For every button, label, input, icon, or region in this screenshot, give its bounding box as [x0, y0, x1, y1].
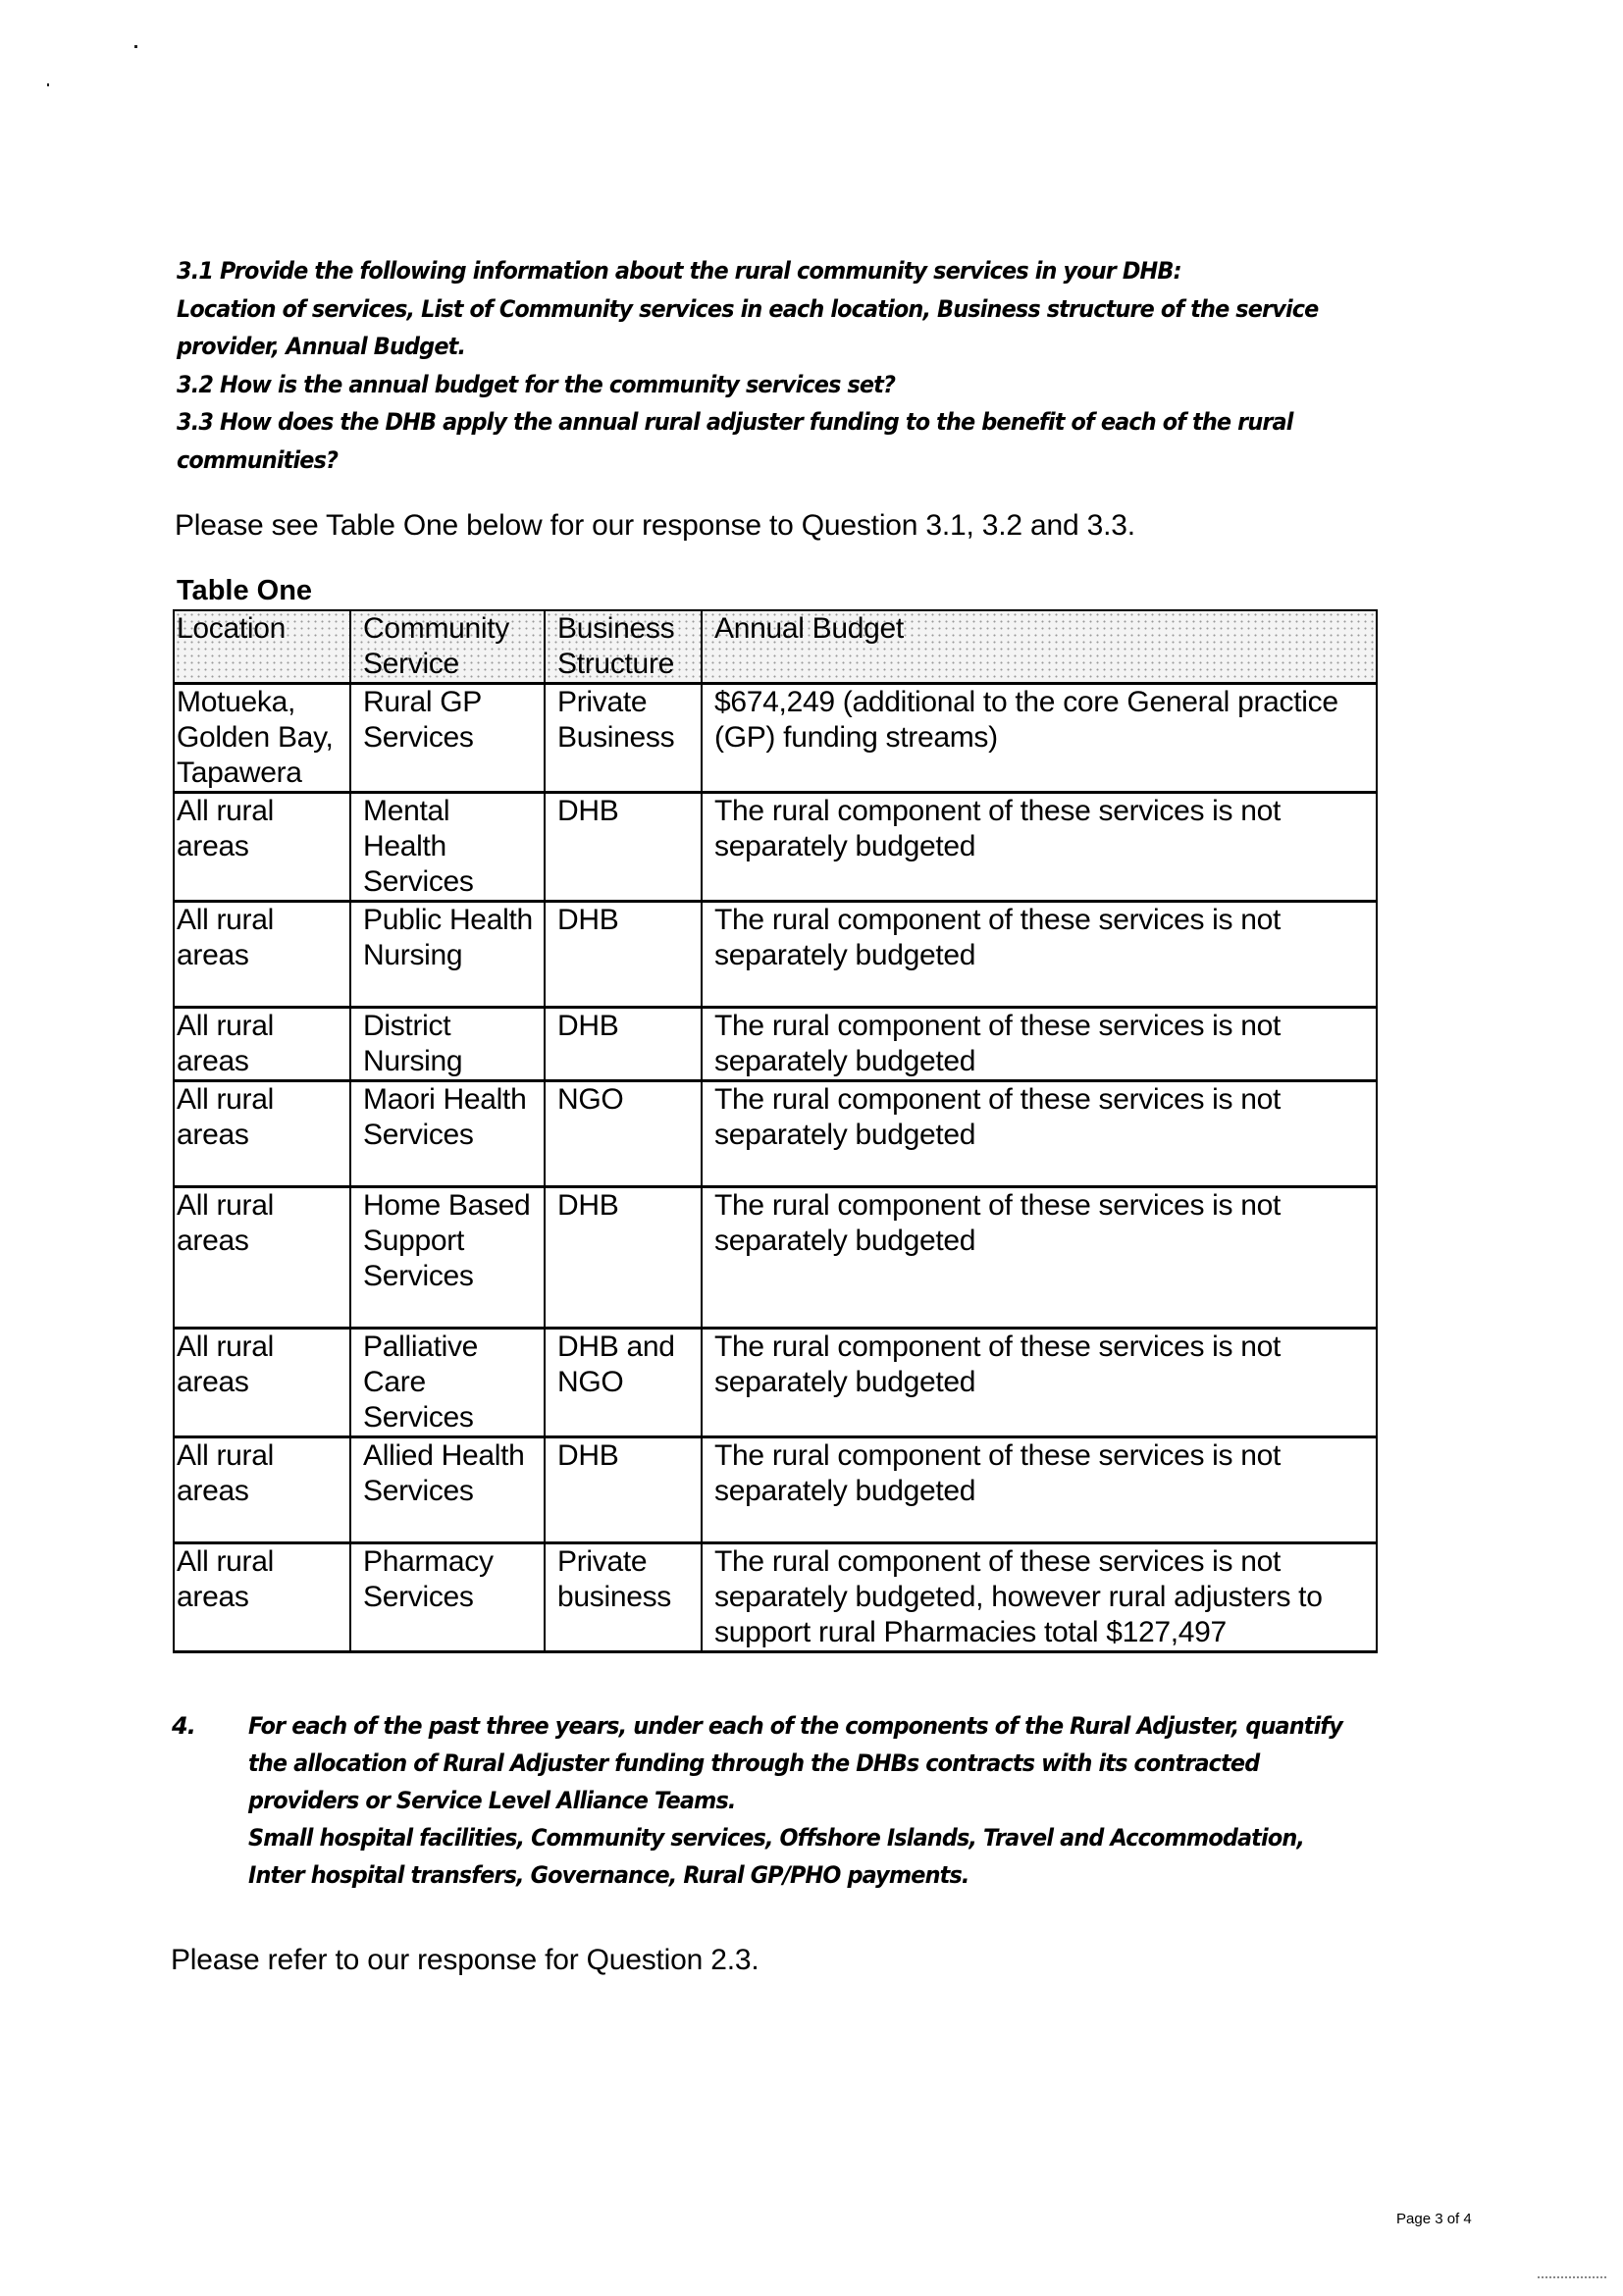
cell-structure: Private Business	[545, 684, 702, 793]
cell-service: Home Based Support Services	[350, 1187, 545, 1329]
question-line: Location of services, List of Community services in each location, Business structure of the service	[177, 294, 1319, 323]
table-one	[173, 609, 1378, 1653]
cell-service: Mental Health Services	[350, 793, 545, 902]
cell-location: All rural areas	[174, 1187, 350, 1329]
cell-service: Rural GP Services	[350, 684, 545, 793]
question-line: 3.2 How is the annual budget for the community services set?	[177, 370, 896, 398]
table-title: Table One	[177, 575, 313, 606]
cell-location: All rural areas	[174, 793, 350, 902]
table-row	[174, 1329, 1377, 1437]
cell-location: Motueka, Golden Bay, Tapawera	[174, 684, 350, 793]
table-row	[174, 793, 1377, 902]
scan-speck	[134, 45, 137, 48]
cell-structure: DHB	[545, 902, 702, 1008]
cell-structure: DHB	[545, 1187, 702, 1329]
header-location: Location	[174, 610, 350, 684]
question-line: providers or Service Level Alliance Teams.	[248, 1787, 736, 1814]
scan-speck	[47, 83, 49, 86]
table-row	[174, 1008, 1377, 1081]
table-row	[174, 684, 1377, 793]
cell-budget: The rural component of these services is not separately budgeted	[702, 1437, 1377, 1543]
question-line: communities?	[177, 445, 339, 474]
question-4-text	[248, 1707, 1435, 1894]
cell-budget: $674,249 (additional to the core General practice (GP) funding streams)	[702, 684, 1377, 793]
cell-location: All rural areas	[174, 1329, 350, 1437]
cell-budget: The rural component of these services is not separately budgeted	[702, 1187, 1377, 1329]
cell-structure: DHB	[545, 1008, 702, 1081]
cell-service: Allied Health Services	[350, 1437, 545, 1543]
cell-budget: The rural component of these services is not separately budgeted	[702, 1008, 1377, 1081]
cell-location: All rural areas	[174, 902, 350, 1008]
cell-service: Public Health Nursing	[350, 902, 545, 1008]
cell-budget: The rural component of these services is not separately budgeted	[702, 902, 1377, 1008]
header-community-service: Community Service	[350, 610, 545, 684]
table-row	[174, 1081, 1377, 1187]
cell-location: All rural areas	[174, 1008, 350, 1081]
header-business-structure: Business Structure	[545, 610, 702, 684]
cell-service: District Nursing	[350, 1008, 545, 1081]
question-line: For each of the past three years, under each of the components of the Rural Adjuster, quantify	[248, 1712, 1343, 1740]
cell-budget: The rural component of these services is not separately budgeted, however rural adjusters to support rural Pharmacies total $127,497	[702, 1543, 1377, 1652]
cell-service: Pharmacy Services	[350, 1543, 545, 1652]
cell-structure: Private business	[545, 1543, 702, 1652]
table-row	[174, 1437, 1377, 1543]
question-number: 4.	[172, 1712, 196, 1740]
cell-budget: The rural component of these services is not separately budgeted	[702, 1081, 1377, 1187]
questions-3-block	[177, 252, 1363, 479]
question-line: the allocation of Rural Adjuster funding through the DHBs contracts with its contracted	[248, 1749, 1260, 1777]
cell-budget: The rural component of these services is not separately budgeted	[702, 1329, 1377, 1437]
cell-structure: DHB	[545, 793, 702, 902]
cell-location: All rural areas	[174, 1437, 350, 1543]
header-annual-budget: Annual Budget	[702, 610, 1377, 684]
cell-location: All rural areas	[174, 1543, 350, 1652]
page-number: Page 3 of 4	[1396, 2211, 1472, 2227]
cell-service: Palliative Care Services	[350, 1329, 545, 1437]
response-intro: Please see Table One below for our response to Question 3.1, 3.2 and 3.3.	[175, 509, 1135, 542]
question-line: 3.1 Provide the following information about the rural community services in your DHB:	[177, 257, 1181, 285]
cell-structure: DHB	[545, 1437, 702, 1543]
cell-budget: The rural component of these services is not separately budgeted	[702, 793, 1377, 902]
scan-artifact-dots	[1538, 2276, 1606, 2280]
question-line: Small hospital facilities, Community services, Offshore Islands, Travel and Accommodation,	[248, 1824, 1305, 1852]
table-row	[174, 1543, 1377, 1652]
cell-structure: DHB and NGO	[545, 1329, 702, 1437]
table-header-row	[174, 610, 1377, 684]
cell-structure: NGO	[545, 1081, 702, 1187]
table-row	[174, 1187, 1377, 1329]
question-line: provider, Annual Budget.	[177, 333, 466, 360]
cell-service: Maori Health Services	[350, 1081, 545, 1187]
cell-location: All rural areas	[174, 1081, 350, 1187]
question-line: 3.3 How does the DHB apply the annual rural adjuster funding to the benefit of each of the rural	[177, 408, 1293, 436]
response-4: Please refer to our response for Question 2.3.	[171, 1944, 759, 1976]
question-line: Inter hospital transfers, Governance, Rural GP/PHO payments.	[248, 1861, 969, 1889]
table-row	[174, 902, 1377, 1008]
